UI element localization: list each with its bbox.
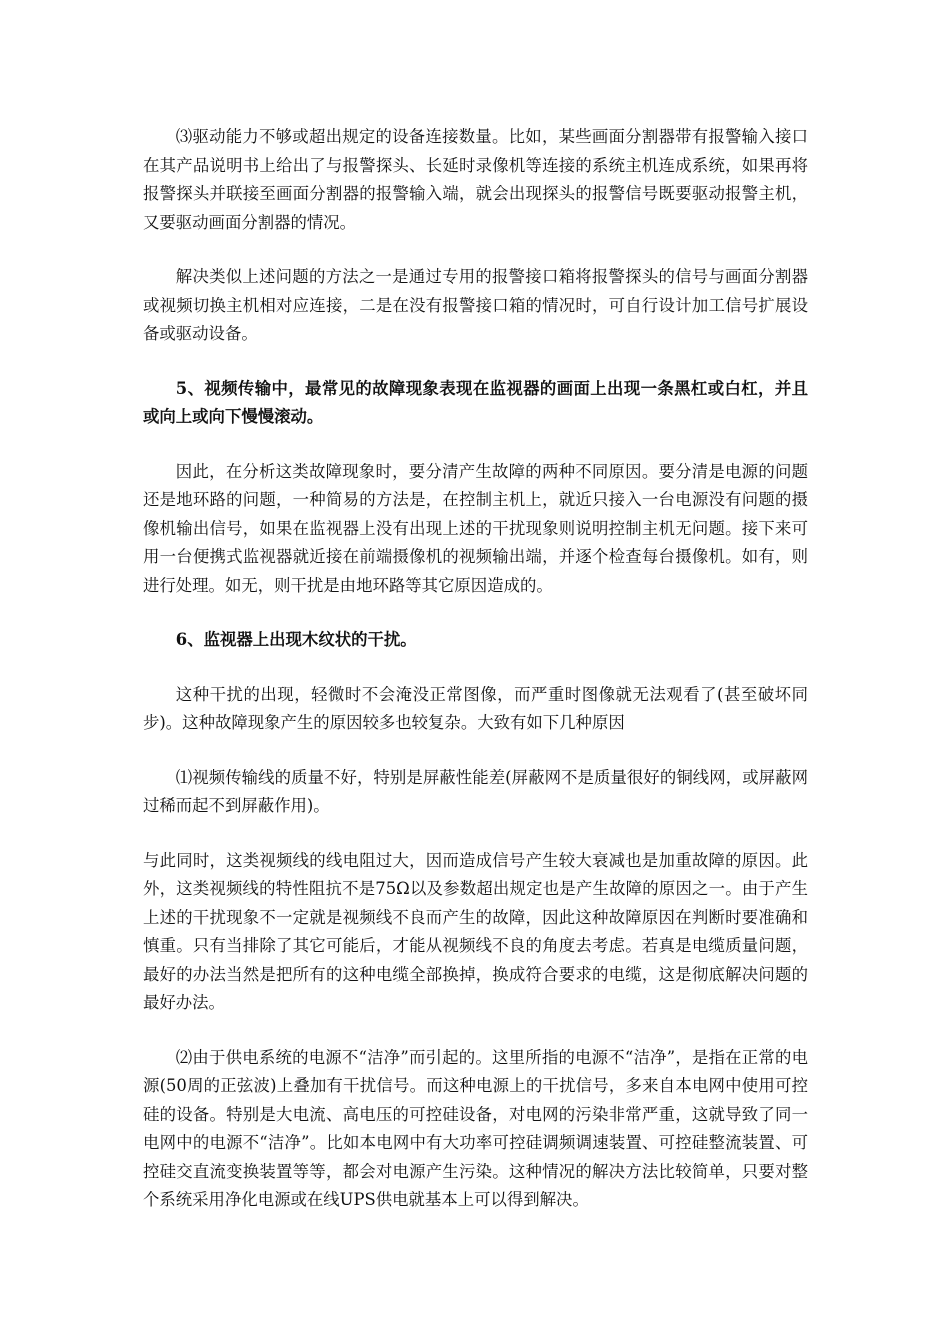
heading-section-5: 5、视频传输中，最常见的故障现象表现在监视器的画面上出现一条黑杠或白杠，并且或向上或向下慢慢滚动。	[143, 378, 808, 426]
paragraph-cause-2: ⑵由于供电系统的电源不“洁净”而引起的。这里所指的电源不“洁净”，是指在正常的电源(50周的正弦波)上叠加有干扰信号。而这种电源上的干扰信号，多来自本电网中使用可控硅的设备。特别是大电流、高电压的可控硅设备，对电网的污染非常严重，这就导致了同一电网中的电源不“洁净”。比如本电网中有大功率可控硅调频调速装置、可控硅整流装置、可控硅交直流变换装置等等，都会对电源产生污染。这种情况的解决方法比较简单，只要对整个系统采用净化电源或在线UPS供电就基本上可以得到解决。	[143, 1047, 808, 1209]
heading-section-6: 6、监视器上出现木纹状的干扰。	[175, 630, 417, 649]
paragraph-drive-capacity: ⑶驱动能力不够或超出规定的设备连接数量。比如，某些画面分割器带有报警输入接口在其产品说明书上给出了与报警探头、长延时录像机等连接的系统主机连成系统，如果再将报警探头并联接至画面分割器的报警输入端，就会出现探头的报警信号既要驱动报警主机，又要驱动画面分割器的情况。	[143, 127, 808, 232]
paragraph-cause-1: ⑴视频传输线的质量不好，特别是屏蔽性能差(屏蔽网不是质量很好的铜线网，或屏蔽网过稀而起不到屏蔽作用)。	[143, 767, 808, 815]
paragraph-wood-grain-intro: 这种干扰的出现，轻微时不会淹没正常图像，而严重时图像就无法观看了(甚至破坏同步)。这种故障现象产生的原因较多也较复杂。大致有如下几种原因	[143, 684, 808, 732]
document-page	[143, 123, 808, 1241]
paragraph-solution-alarm: 解决类似上述问题的方法之一是通过专用的报警接口箱将报警探头的信号与画面分割器或视频切换主机相对应连接，二是在没有报警接口箱的情况时，可自行设计加工信号扩展设备或驱动设备。	[143, 267, 808, 343]
paragraph-cable-resistance: 与此同时，这类视频线的线电阻过大，因而造成信号产生较大衰减也是加重故障的原因。此外，这类视频线的特性阻抗不是75Ω以及参数超出规定也是产生故障的原因之一。由于产生上述的干扰现象不一定就是视频线不良而产生的故障，因此这种故障原因在判断时要准确和慎重。只有当排除了其它可能后，才能从视频线不良的角度去考虑。若真是电缆质量问题，最好的办法当然是把所有的这种电缆全部换掉，换成符合要求的电缆，这是彻底解决问题的最好办法。	[143, 850, 808, 1012]
paragraph-analysis: 因此，在分析这类故障现象时，要分清产生故障的两种不同原因。要分清是电源的问题还是地环路的问题，一种简易的方法是，在控制主机上，就近只接入一台电源没有问题的摄像机输出信号，如果在监视器上没有出现上述的干扰现象则说明控制主机无问题。接下来可用一台便携式监视器就近接在前端摄像机的视频输出端，并逐个检查每台摄像机。如有，则进行处理。如无，则干扰是由地环路等其它原因造成的。	[143, 461, 808, 595]
